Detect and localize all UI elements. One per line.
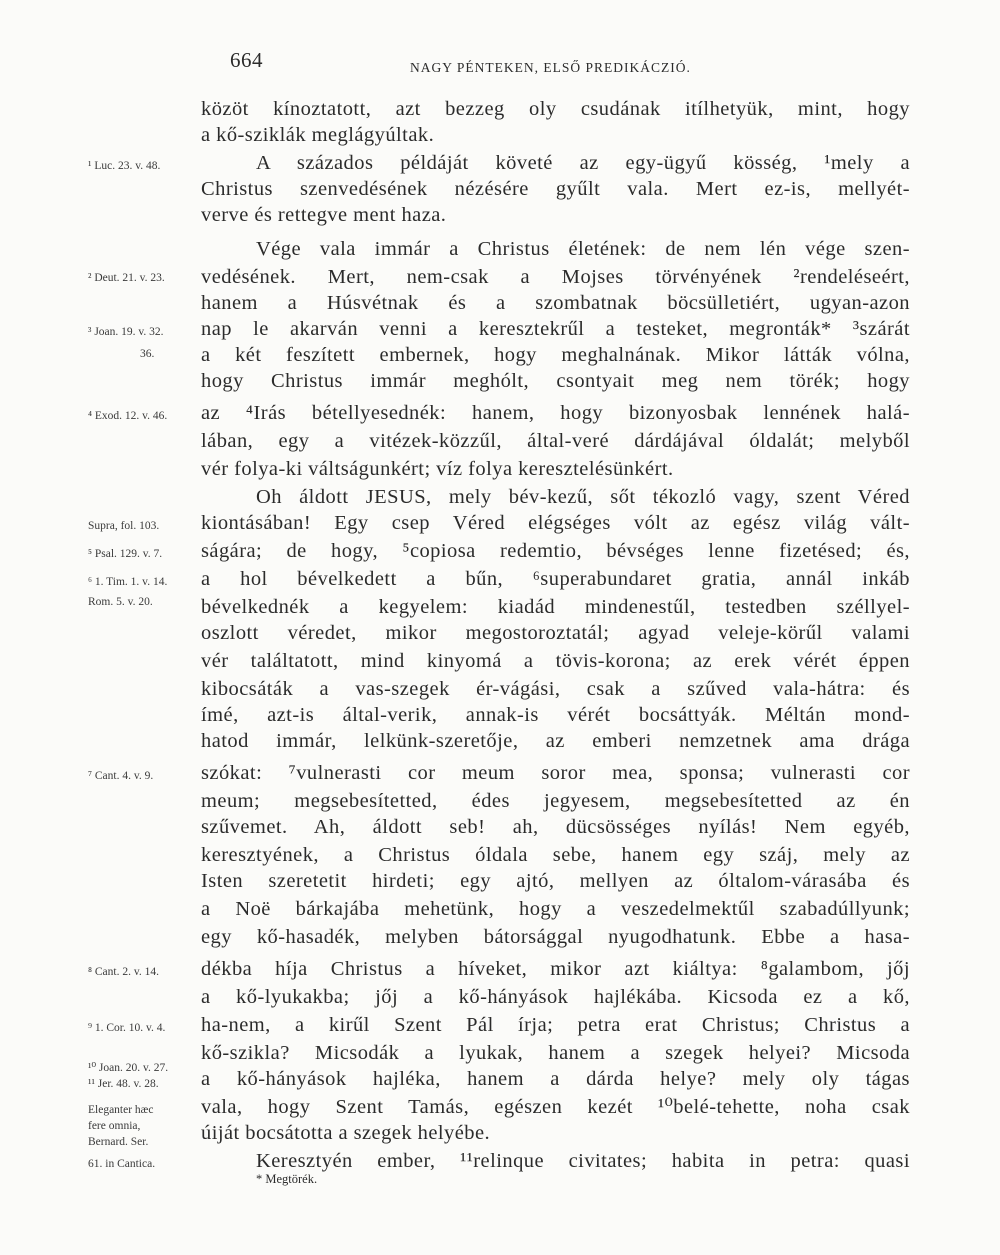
page-number: 664 xyxy=(230,48,263,72)
text-line: kő-szikla? Micsodák a lyukak, hanem a szegek helyei? Micsoda xyxy=(201,1042,910,1064)
text-line: bévelkednék a kegyelem: kiadád mindenestűl, testedben széllyel- xyxy=(201,596,910,618)
margin-note: fere omnia, xyxy=(88,1120,141,1132)
text-line: vala, hogy Szent Tamás, egészen kezét ¹⁰belé-tehette, noha csak xyxy=(201,1096,910,1118)
margin-note: ⁹ 1. Cor. 10. v. 4. xyxy=(88,1022,166,1034)
text-line: A százados példáját követé az egy-ügyű kösség, ¹mely a xyxy=(256,152,910,174)
margin-note: ⁴ Exod. 12. v. 46. xyxy=(88,410,168,422)
text-line: kiontásában! Egy csep Véred elégséges vólt az egész világ vált- xyxy=(201,512,910,534)
margin-note: Bernard. Ser. xyxy=(88,1136,149,1148)
text-line: Keresztyén ember, ¹¹relinque civitates; habita in petra: quasi xyxy=(256,1150,910,1172)
text-line: közöt kínoztatott, azt bezzeg oly csudának itílhetyük, mint, hogy xyxy=(201,98,910,120)
text-line: a kő-hányások hajléka, hanem a dárda helye? mely oly tágas xyxy=(201,1068,910,1090)
text-line: úiját bocsátotta a szegek helyébe. xyxy=(201,1122,491,1144)
text-line: egy kő-hasadék, melyben bátorsággal nyugodhatunk. Ebbe a hasa- xyxy=(201,926,910,948)
margin-note: ⁶ 1. Tim. 1. v. 14. xyxy=(88,576,168,588)
text-line: hanem a Húsvétnak és a szombatnak böcsülletiért, ugyan-azon xyxy=(201,292,910,314)
text-line: a kő-sziklák meglágyúltak. xyxy=(201,124,435,146)
running-title: NAGY PÉNTEKEN, ELSŐ PREDIKÁCZIÓ. xyxy=(410,60,691,75)
text-line: hatod immár, lelkünk-szeretője, az emberi nemzetnek ama drága xyxy=(201,730,910,752)
text-line: Oh áldott JESUS, mely bév-kezű, sőt tékozló vagy, szent Véred xyxy=(256,486,910,508)
margin-note: ³ Joan. 19. v. 32. xyxy=(88,326,164,338)
text-line: nap le akarván venni a keresztekrűl a testeket, megronták* ³szárát xyxy=(201,318,910,340)
text-line: lában, egy a vitézek-közzűl, által-veré dárdájával óldalát; melyből xyxy=(201,430,910,452)
margin-note: 61. in Cantica. xyxy=(88,1158,156,1170)
text-line: szűvemet. Ah, áldott seb! ah, dücsösséges nyílás! Nem egyéb, xyxy=(201,816,910,838)
text-line: keresztyének, a Christus óldala sebe, hanem egy száj, mely az xyxy=(201,844,910,866)
margin-note: ⁸ Cant. 2. v. 14. xyxy=(88,966,159,978)
text-line: ímé, azt-is által-verik, annak-is vérét bocsáttyák. Méltán mond- xyxy=(201,704,910,726)
text-line: vedésének. Mert, nem-csak a Mojses törvényének ²rendeléseért, xyxy=(201,266,910,288)
text-line: ságára; de hogy, ⁵copiosa redemtio, bévséges lenne fizetésed; és, xyxy=(201,540,910,562)
margin-note: ² Deut. 21. v. 23. xyxy=(88,272,165,284)
text-line: az ⁴Irás bétellyesednék: hanem, hogy bizonyosbak lennének halá- xyxy=(201,402,910,424)
margin-note: 36. xyxy=(140,348,155,360)
text-line: vér találtatott, mind kinyomá a tövis-korona; az erek vérét éppen xyxy=(201,650,910,672)
text-line: oszlott véredet, mikor megostoroztatál; agyad veleje-körűl valami xyxy=(201,622,910,644)
text-line: meum; megsebesítetted, édes jegyesem, megsebesítetted az én xyxy=(201,790,910,812)
text-line: hogy Christus immár meghólt, csontyait meg nem törék; hogy xyxy=(201,370,910,392)
text-line: verve és rettegve ment haza. xyxy=(201,204,447,226)
page-header xyxy=(230,48,910,78)
text-line: Isten szeretetit hirdeti; egy ajtó, mellyen az óltalom-várasába és xyxy=(201,870,910,892)
text-line: a Noë bárkajába mehetünk, hogy a veszedelmektűl szabadúllyunk; xyxy=(201,898,910,920)
text-line: kibocsáták a vas-szegek ér-vágási, csak a szűved vala-hátra: és xyxy=(201,678,910,700)
footnote: * Megtörék. xyxy=(256,1172,318,1186)
margin-note: ⁵ Psal. 129. v. 7. xyxy=(88,548,163,560)
margin-note: Eleganter hæc xyxy=(88,1104,154,1116)
text-line: a hol bévelkedett a bűn, ⁶superabundaret gratia, annál inkáb xyxy=(201,568,910,590)
margin-note: Supra, fol. 103. xyxy=(88,520,160,532)
text-line: szókat: ⁷vulnerasti cor meum soror mea, sponsa; vulnerasti cor xyxy=(201,762,910,784)
margin-note: ¹ Luc. 23. v. 48. xyxy=(88,160,161,172)
margin-note: Rom. 5. v. 20. xyxy=(88,596,153,608)
margin-note: ⁷ Cant. 4. v. 9. xyxy=(88,770,154,782)
text-line: dékba híja Christus a híveket, mikor azt kiáltya: ⁸galambom, jőj xyxy=(201,958,910,980)
text-line: Vége vala immár a Christus életének: de nem lén vége szen- xyxy=(256,238,910,260)
margin-note: ¹⁰ Joan. 20. v. 27. xyxy=(88,1062,169,1074)
text-line: a kő-lyukakba; jőj a kő-hányások hajlékába. Kicsoda ez a kő, xyxy=(201,986,910,1008)
text-line: ha-nem, a kirűl Szent Pál írja; petra erat Christus; Christus a xyxy=(201,1014,910,1036)
margin-note: ¹¹ Jer. 48. v. 28. xyxy=(88,1078,159,1090)
text-line: Christus szenvedésének nézésére gyűlt vala. Mert ez-is, mellyét- xyxy=(201,178,910,200)
text-line: a két feszített embernek, hogy meghalnának. Mikor látták vólna, xyxy=(201,344,910,366)
text-line: vér folya-ki váltságunkért; víz folya keresztelésünkért. xyxy=(201,458,674,480)
